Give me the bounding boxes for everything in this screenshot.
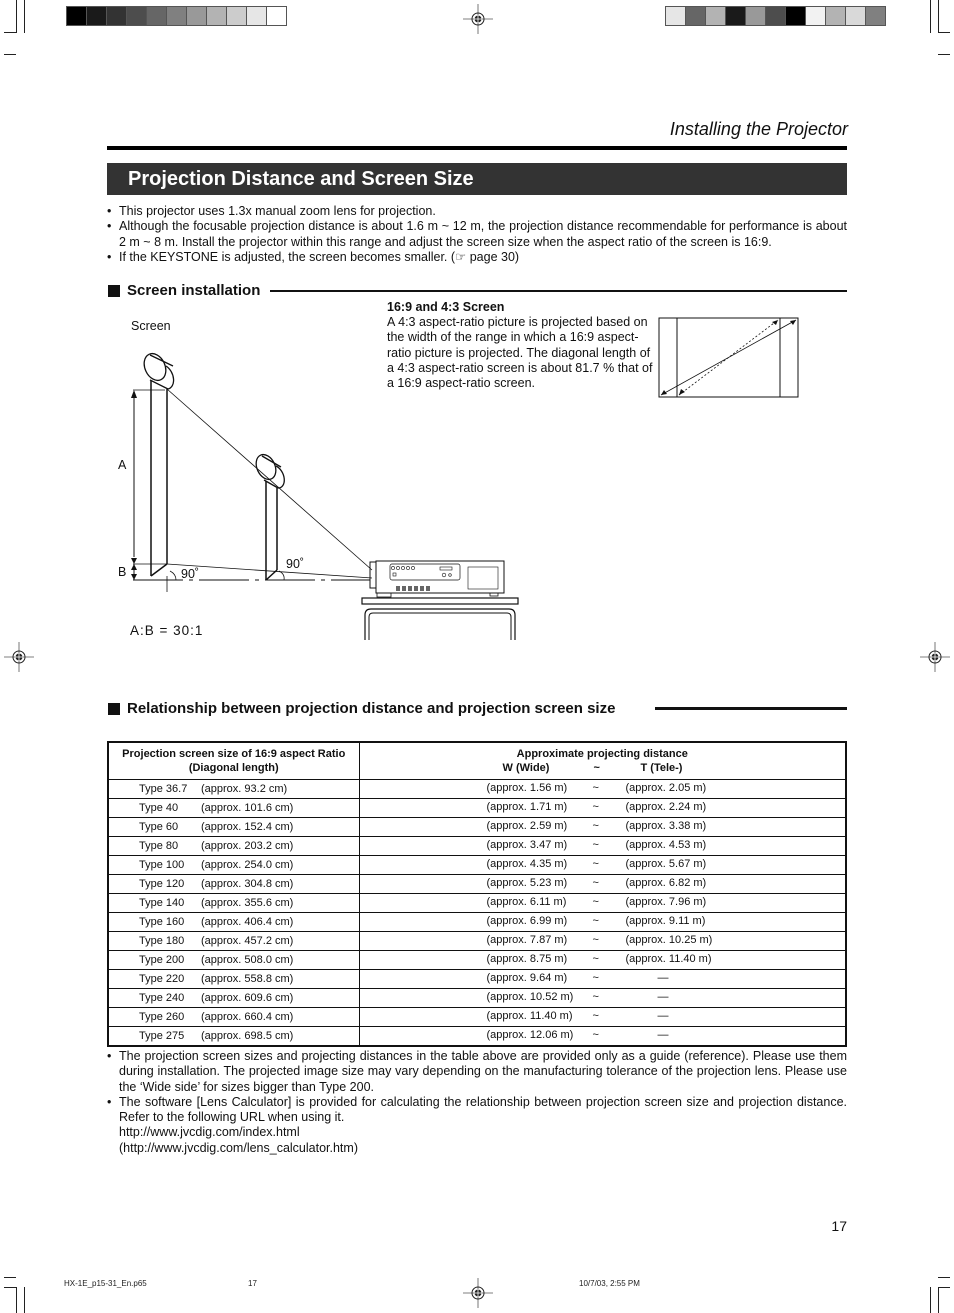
distance-cell — [359, 798, 846, 817]
distance-cell — [359, 779, 846, 798]
screen-size-cell — [108, 798, 359, 817]
table-row — [108, 969, 846, 988]
size-type: Type 36.7 — [139, 782, 188, 795]
aspect-ratio-diagram — [658, 317, 800, 399]
screen-installation-heading — [108, 282, 268, 299]
size-cm: (approx. 406.4 cm) — [201, 915, 294, 928]
distance-cell — [359, 893, 846, 912]
color-swatch — [167, 7, 186, 25]
size-cm: (approx. 355.6 cm) — [201, 896, 294, 909]
color-swatch — [127, 7, 146, 25]
heading-text: Relationship between projection distance and projection screen size — [127, 700, 616, 717]
page-title: Projection Distance and Screen Size — [107, 163, 847, 195]
color-swatch — [846, 7, 865, 25]
table-row — [108, 912, 846, 931]
distance-tele: (approx. 11.40 m) — [625, 952, 712, 965]
color-swatch — [207, 7, 226, 25]
size-cm: (approx. 93.2 cm) — [201, 782, 288, 795]
color-bar-right — [665, 6, 886, 26]
color-swatch — [686, 7, 705, 25]
angle-label: 90˚ — [181, 567, 200, 581]
distance-tilde: ~ — [592, 990, 599, 1003]
section-rule — [655, 707, 847, 710]
label-b: B — [118, 565, 127, 579]
color-swatch — [706, 7, 725, 25]
square-bullet-icon — [108, 703, 120, 715]
size-cm: (approx. 304.8 cm) — [201, 877, 294, 890]
screen-size-cell — [108, 817, 359, 836]
distance-cell — [359, 874, 846, 893]
distance-tilde: ~ — [592, 781, 599, 794]
distance-cell — [359, 988, 846, 1007]
note-body: A 4:3 aspect-ratio picture is projected based on the width of the range in which a 16:9 aspect-ratio picture is projected. The diagonal length of a 4:3 aspect-ratio screen is about 81.7 % that of a 16:9 aspect-ratio screen. — [387, 315, 653, 391]
footer-datetime: 10/7/03, 2:55 PM — [579, 1279, 640, 1288]
screen-label: Screen — [131, 319, 171, 333]
distance-tele: (approx. 7.96 m) — [625, 895, 707, 908]
relationship-heading — [108, 700, 623, 717]
distance-wide: (approx. 7.87 m) — [486, 933, 568, 946]
size-type: Type 120 — [139, 877, 185, 890]
screen-size-cell — [108, 912, 359, 931]
color-swatch — [806, 7, 825, 25]
distance-tilde: ~ — [592, 933, 599, 946]
header-text: Projection screen size of 16:9 aspect Ratio — [122, 747, 346, 760]
distance-cell — [359, 1007, 846, 1026]
table-row — [108, 1007, 846, 1026]
distance-wide: (approx. 3.47 m) — [486, 838, 568, 851]
screen-size-cell — [108, 969, 359, 988]
footer-file: HX-1E_p15-31_En.p65 — [64, 1279, 147, 1288]
color-swatch — [866, 7, 885, 25]
bullet-text: The software [Lens Calculator] is provided for calculating the relationship between projection screen size and projection distance. Refer to the following URL when using it. — [119, 1094, 847, 1125]
section-header: Installing the Projector — [669, 119, 848, 139]
table-row — [108, 1026, 846, 1046]
color-swatch — [147, 7, 166, 25]
size-type: Type 100 — [139, 858, 185, 871]
distance-tele: (approx. 10.25 m) — [625, 933, 713, 946]
color-swatch — [227, 7, 246, 25]
screen-size-cell — [108, 988, 359, 1007]
distance-cell — [359, 912, 846, 931]
color-swatch — [746, 7, 765, 25]
distance-tilde: ~ — [592, 857, 599, 870]
distance-cell — [359, 931, 846, 950]
url-link[interactable]: http://www.jvcdig.com/index.html — [119, 1125, 300, 1140]
distance-wide: (approx. 10.52 m) — [486, 990, 574, 1003]
distance-tele: — — [657, 990, 669, 1003]
size-cm: (approx. 508.0 cm) — [201, 953, 294, 966]
size-cm: (approx. 698.5 cm) — [201, 1029, 294, 1042]
size-cm: (approx. 203.2 cm) — [201, 839, 294, 852]
size-type: Type 80 — [139, 839, 179, 852]
size-cm: (approx. 152.4 cm) — [201, 820, 294, 833]
heading-text: Screen installation — [127, 282, 261, 299]
header-tele: T (Tele-) — [640, 761, 683, 774]
square-bullet-icon — [108, 285, 120, 297]
size-type: Type 240 — [139, 991, 185, 1004]
bullet-item: • This projector uses 1.3x manual zoom lens for projection. — [107, 204, 847, 219]
angle-label: 90˚ — [286, 557, 305, 571]
note-title: 16:9 and 4:3 Screen — [387, 300, 505, 314]
distance-tele: — — [657, 1028, 669, 1041]
registration-mark-icon — [463, 1278, 493, 1308]
color-swatch — [267, 7, 286, 25]
color-swatch — [766, 7, 785, 25]
table-row — [108, 931, 846, 950]
color-swatch — [87, 7, 106, 25]
distance-tilde: ~ — [592, 971, 599, 984]
color-swatch — [666, 7, 685, 25]
size-cm: (approx. 660.4 cm) — [201, 1010, 294, 1023]
distance-tilde: ~ — [592, 800, 599, 813]
page-number: 17 — [831, 1218, 847, 1234]
distance-wide: (approx. 6.11 m) — [486, 895, 567, 908]
registration-mark-icon — [4, 642, 34, 672]
size-type: Type 180 — [139, 934, 185, 947]
distance-tilde: ~ — [592, 914, 599, 927]
distance-tilde: ~ — [592, 952, 599, 965]
col-header-distance — [359, 742, 846, 779]
bullet-item: • If the KEYSTONE is adjusted, the screen becomes smaller. (☞ page 30) — [107, 250, 847, 265]
color-swatch — [187, 7, 206, 25]
table-row — [108, 817, 846, 836]
screen-size-cell — [108, 893, 359, 912]
distance-wide: (approx. 1.56 m) — [486, 781, 568, 794]
size-type: Type 160 — [139, 915, 185, 928]
label-a: A — [118, 458, 127, 472]
distance-tilde: ~ — [592, 1028, 599, 1041]
distance-tele: (approx. 5.67 m) — [625, 857, 707, 870]
table-header-row — [108, 742, 846, 779]
size-type: Type 220 — [139, 972, 185, 985]
screen-size-cell — [108, 874, 359, 893]
size-type: Type 40 — [139, 801, 179, 814]
distance-tele: (approx. 3.38 m) — [625, 819, 707, 832]
size-type: Type 275 — [139, 1029, 185, 1042]
distance-tele: (approx. 4.53 m) — [625, 838, 707, 851]
distance-tilde: ~ — [592, 876, 599, 889]
size-type: Type 140 — [139, 896, 185, 909]
header-wide: W (Wide) — [502, 761, 550, 774]
screen-size-cell — [108, 931, 359, 950]
bullet-item: • The projection screen sizes and projecting distances in the table above are provided only as a guide (reference). Please use them during installation. The projected image size may vary depending on the manufacturing tolerance of the projection lens. Please use the ‘Wide side’ for sizes bigger than Type 200. — [107, 1049, 847, 1095]
distance-tilde: ~ — [592, 1009, 599, 1022]
distance-wide: (approx. 6.99 m) — [486, 914, 568, 927]
notes-bullets — [107, 1049, 847, 1156]
distance-wide: (approx. 4.35 m) — [486, 857, 568, 870]
distance-wide: (approx. 12.06 m) — [486, 1028, 574, 1041]
header-text: (Diagonal length) — [188, 761, 279, 774]
distance-tilde: ~ — [592, 895, 599, 908]
section-rule — [270, 290, 847, 292]
ratio-label: A:B = 30:1 — [130, 623, 204, 638]
distance-cell — [359, 817, 846, 836]
distance-tele: (approx. 2.05 m) — [625, 781, 707, 794]
distance-tele: — — [657, 1009, 669, 1022]
table-row — [108, 874, 846, 893]
distance-tilde: ~ — [592, 838, 599, 851]
distance-tele: (approx. 6.82 m) — [625, 876, 707, 889]
color-swatch — [67, 7, 86, 25]
table-row — [108, 988, 846, 1007]
distance-cell — [359, 836, 846, 855]
distance-wide: (approx. 9.64 m) — [486, 971, 568, 984]
footer-page: 17 — [248, 1279, 257, 1288]
distance-wide: (approx. 1.71 m) — [486, 800, 568, 813]
size-cm: (approx. 558.8 cm) — [201, 972, 294, 985]
url-link[interactable]: (http://www.jvcdig.com/lens_calculator.htm) — [119, 1140, 358, 1155]
bullet-item — [107, 1095, 847, 1156]
header-rule — [107, 146, 847, 150]
distance-tele: (approx. 2.24 m) — [625, 800, 707, 813]
table-row — [108, 950, 846, 969]
header-text: Approximate projecting distance — [516, 747, 688, 760]
intro-bullets — [107, 204, 847, 265]
table-row — [108, 798, 846, 817]
distance-wide: (approx. 11.40 m) — [486, 1009, 573, 1022]
distance-cell — [359, 1026, 846, 1046]
color-swatch — [786, 7, 805, 25]
distance-wide: (approx. 8.75 m) — [486, 952, 568, 965]
table-row — [108, 836, 846, 855]
size-cm: (approx. 609.6 cm) — [201, 991, 294, 1004]
distance-table — [107, 741, 847, 1047]
size-cm: (approx. 254.0 cm) — [201, 858, 294, 871]
distance-tilde: ~ — [592, 819, 599, 832]
distance-tele: — — [657, 971, 669, 984]
size-cm: (approx. 457.2 cm) — [201, 934, 294, 947]
color-bar-left — [66, 6, 287, 26]
distance-tele: (approx. 9.11 m) — [625, 914, 706, 927]
registration-mark-icon — [920, 642, 950, 672]
screen-size-cell — [108, 855, 359, 874]
size-cm: (approx. 101.6 cm) — [201, 801, 294, 814]
bullet-item: • Although the focusable projection distance is about 1.6 m ~ 12 m, the projection distance recommendable for performance is about 2 m ~ 8 m. Install the projector within this range and adjust the screen size when the aspect ratio of the screen is 16:9. — [107, 219, 847, 250]
color-swatch — [107, 7, 126, 25]
distance-cell — [359, 969, 846, 988]
screen-size-cell — [108, 950, 359, 969]
distance-wide: (approx. 2.59 m) — [486, 819, 568, 832]
color-swatch — [247, 7, 266, 25]
color-swatch — [826, 7, 845, 25]
screen-size-cell — [108, 1007, 359, 1026]
screen-size-cell — [108, 779, 359, 798]
table-row — [108, 855, 846, 874]
distance-wide: (approx. 5.23 m) — [486, 876, 568, 889]
screen-size-cell — [108, 836, 359, 855]
distance-cell — [359, 855, 846, 874]
table-row — [108, 779, 846, 798]
size-type: Type 60 — [139, 820, 179, 833]
color-swatch — [726, 7, 745, 25]
size-type: Type 200 — [139, 953, 185, 966]
size-type: Type 260 — [139, 1010, 185, 1023]
table-row — [108, 893, 846, 912]
registration-mark-icon — [463, 4, 493, 34]
distance-cell — [359, 950, 846, 969]
header-tilde: ~ — [593, 761, 600, 774]
screen-size-cell — [108, 1026, 359, 1046]
col-header-screen-size — [108, 742, 359, 779]
